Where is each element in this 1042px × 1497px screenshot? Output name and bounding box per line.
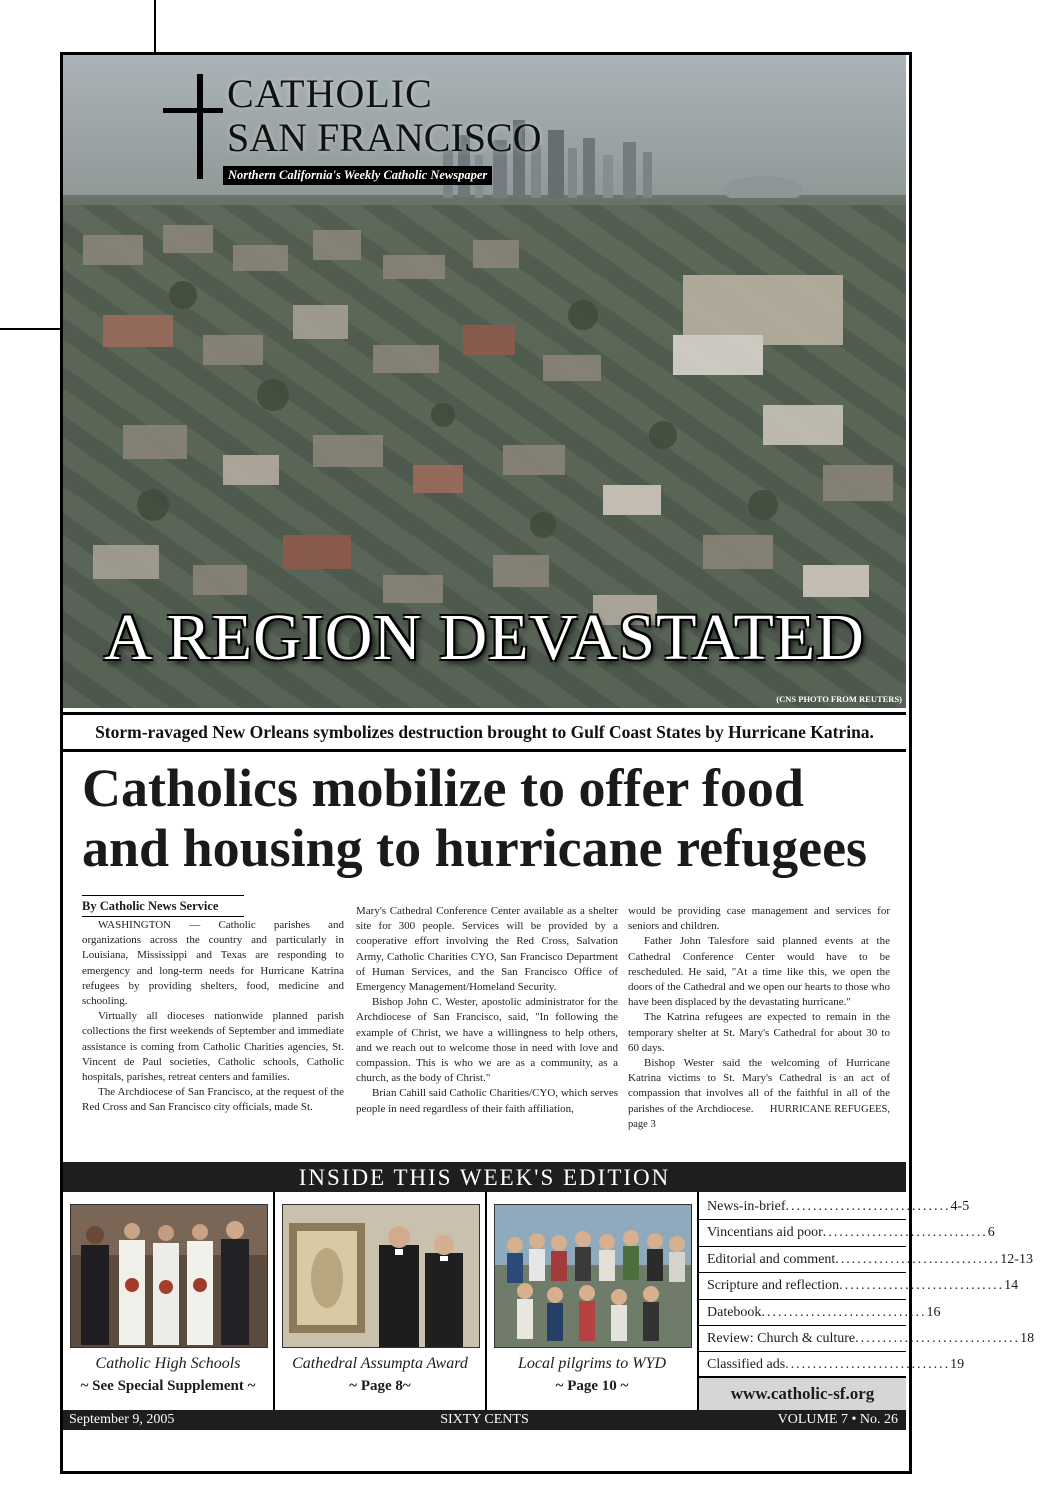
index-label: Vincentians aid poor <box>707 1225 823 1241</box>
website-link[interactable]: www.catholic-sf.org <box>699 1376 906 1410</box>
cross-logo-vertical <box>197 74 203 179</box>
paragraph: Virtually all dioceses nationwide planned parish collections the first weekends of September and immediate assistance is coming from Catholic Charities agencies, St. Vincent de Paul societies, Catholic schools, Catholic hospitals, parishes, retreat centers and families. <box>82 1010 344 1084</box>
index-label: Editorial and comment <box>707 1251 836 1267</box>
index-leader: .............................. <box>761 1304 927 1320</box>
award-photo <box>282 1204 480 1348</box>
index-label: Review: Church & culture <box>707 1330 856 1346</box>
pilgrims-photo <box>494 1204 692 1348</box>
article-headline: Catholics mobilize to offer food and housing to hurricane refugees <box>82 758 868 878</box>
masthead-tagline: Northern California's Weekly Catholic Newspaper <box>223 166 492 185</box>
hero-headline: A REGION DEVASTATED <box>104 601 865 674</box>
index-page: 19 <box>950 1357 965 1373</box>
index-leader: .............................. <box>822 1225 988 1241</box>
index-leader: .............................. <box>839 1278 1005 1294</box>
article-column-2 <box>356 904 618 1117</box>
tile-subtitle: ~ Page 8~ <box>349 1378 411 1394</box>
paragraph: Father John Talesfore said planned events at the Cathedral Conference Center would have to be rescheduled. He said, "At a time like this, we open the doors of the Cathedral and we open our hearts to those who have been displaced by the devastating hurricane." <box>628 935 890 1009</box>
tile-title: Cathedral Assumpta Award <box>292 1355 468 1372</box>
index-page: 4-5 <box>950 1199 970 1214</box>
tile-title: Catholic High Schools <box>95 1355 241 1372</box>
index-item-classifieds[interactable] <box>699 1352 965 1378</box>
price: SIXTY CENTS <box>440 1412 529 1427</box>
paragraph: Bishop John C. Wester, apostolic administrator for the Archdiocese of San Francisco, said, "In following the example of Christ, we have a willingness to help others, and we reach out to welcome those in need with love and compassion. This is who we are as a community, as a church, as the body of Christ." <box>356 996 618 1085</box>
jump-line[interactable]: HURRICANE REFUGEES, page 3 <box>628 1103 890 1130</box>
masthead-title-line1: CATHOLIC <box>227 71 433 116</box>
index-page: 14 <box>1004 1278 1019 1294</box>
photo-credit: (CNS PHOTO FROM REUTERS) <box>776 694 902 704</box>
index-leader: .............................. <box>785 1357 951 1373</box>
index-item-scripture[interactable] <box>699 1273 1019 1299</box>
paragraph: The Katrina refugees are expected to remain in the temporary shelter at St. Mary's Cathedral for about 30 to 60 days. <box>628 1011 890 1054</box>
index-leader: .............................. <box>785 1199 951 1214</box>
index-item-review[interactable] <box>699 1326 1035 1352</box>
cross-logo-horizontal <box>163 108 223 113</box>
paragraph: would be providing case management and services for seniors and children. <box>628 905 890 933</box>
index-leader: .............................. <box>835 1251 1001 1267</box>
feature-tile-wyd-pilgrims[interactable] <box>487 1192 699 1410</box>
index-page: 16 <box>926 1304 941 1320</box>
index-item-datebook[interactable] <box>699 1300 941 1326</box>
index-label: Datebook <box>707 1304 762 1320</box>
volume-number: VOLUME 7 • No. 26 <box>777 1412 898 1427</box>
photo-caption: Storm-ravaged New Orleans symbolizes destruction brought to Gulf Coast States by Hurricane Katrina. <box>63 712 906 752</box>
index-item-news-in-brief[interactable] <box>699 1194 970 1220</box>
paragraph: Mary's Cathedral Conference Center available as a shelter site for 300 people. Services will be provided by a cooperative effort involving the Red Cross, Salvation Army, Catholic Charities CYO, San Francisco Department of Human Services, and the San Francisco Office of Emergency Management/Homeland Security. <box>356 905 618 994</box>
index-label: News-in-brief <box>707 1199 786 1214</box>
paragraph <box>628 1056 890 1132</box>
index-leader: .............................. <box>855 1330 1021 1346</box>
paragraph-text: Bishop Wester said the welcoming of Hurricane Katrina victims to St. Mary's Cathedral is an act of compassion that involves all of the faithful in all of the parishes of the Archdiocese. <box>628 1057 890 1115</box>
feature-tile-high-schools[interactable] <box>63 1192 275 1410</box>
article-column-3 <box>628 904 890 1132</box>
article-column-1 <box>82 918 344 1116</box>
tile-subtitle: ~ See Special Supplement ~ <box>80 1378 256 1394</box>
inside-edition-banner: INSIDE THIS WEEK'S EDITION <box>63 1162 906 1192</box>
paragraph: Brian Cahill said Catholic Charities/CYO, which serves people in need regardless of their faith affiliation, <box>356 1087 618 1115</box>
paragraph: The Archdiocese of San Francisco, at the request of the Red Cross and San Francisco city officials, made St. <box>82 1086 344 1114</box>
index-page: 18 <box>1020 1330 1035 1346</box>
masthead-title-line2: SAN FRANCISCO <box>227 115 542 160</box>
paragraph: WASHINGTON — Catholic parishes and organizations across the country and particularly in Louisiana, Mississippi and Texas are responding to emergency and long-term needs for Hurricane Katrina refugees by providing shelters, food, medicine and schooling. <box>82 919 344 1008</box>
index-item-vincentians[interactable] <box>699 1220 995 1246</box>
feature-tile-assumpta-award[interactable] <box>275 1192 487 1410</box>
byline: By Catholic News Service <box>82 895 244 917</box>
index-label: Classified ads <box>707 1357 786 1373</box>
index-item-editorial[interactable] <box>699 1247 1033 1273</box>
tile-title: Local pilgrims to WYD <box>517 1355 666 1372</box>
tile-subtitle: ~ Page 10 ~ <box>555 1378 629 1394</box>
index-page: 12-13 <box>1000 1251 1033 1267</box>
graduates-photo <box>70 1204 268 1348</box>
masthead <box>163 71 543 189</box>
issue-date: September 9, 2005 <box>69 1412 175 1427</box>
footer-bar <box>63 1410 906 1430</box>
index-page: 6 <box>987 1225 995 1241</box>
contents-index <box>699 1194 1035 1379</box>
index-label: Scripture and reflection <box>707 1278 840 1294</box>
